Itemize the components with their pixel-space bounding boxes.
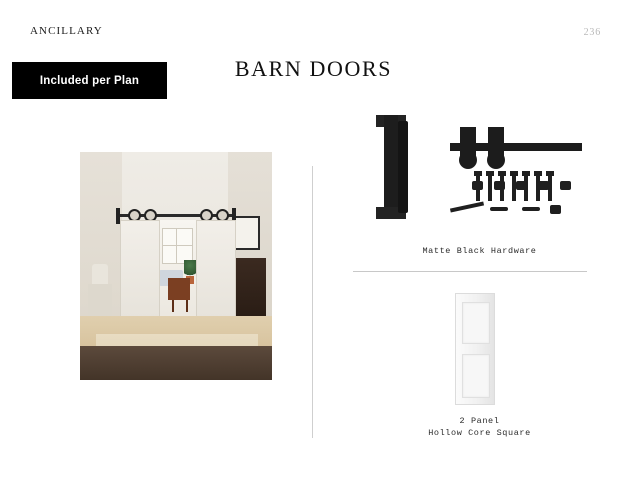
spacer-part bbox=[516, 181, 527, 190]
hardware-caption: Matte Black Hardware bbox=[422, 246, 537, 256]
page-title: BARN DOORS bbox=[234, 56, 393, 81]
barn-door-room-photo bbox=[80, 152, 272, 380]
door-panel-lower bbox=[462, 354, 490, 398]
bolt-head bbox=[522, 171, 530, 176]
door-caption-line2: Hollow Core Square bbox=[428, 428, 531, 438]
photo-wood-floor bbox=[80, 346, 272, 380]
handle-plate bbox=[384, 115, 398, 219]
bolt-head bbox=[474, 171, 482, 176]
barn-door-hardware-kit-icon bbox=[372, 115, 587, 235]
photo-lamp bbox=[92, 264, 108, 286]
photo-barn-door-left bbox=[120, 220, 160, 318]
photo-side-table bbox=[88, 284, 112, 316]
bolt-head bbox=[534, 171, 542, 176]
status-badge bbox=[12, 62, 167, 99]
two-panel-door-icon bbox=[455, 293, 495, 405]
screw-part bbox=[522, 207, 540, 211]
bolt bbox=[488, 175, 492, 201]
door-caption-line1: 2 Panel bbox=[459, 416, 500, 426]
bolt-head bbox=[486, 171, 494, 176]
spacer-part bbox=[560, 181, 571, 190]
section-label: ANCILLARY bbox=[30, 25, 103, 37]
floor-guide-part bbox=[550, 205, 561, 214]
spacer-part bbox=[494, 181, 505, 190]
photo-chair-leg bbox=[186, 300, 188, 312]
spacer-part bbox=[472, 181, 483, 190]
vertical-divider bbox=[312, 166, 313, 438]
bolt-head bbox=[546, 171, 554, 176]
photo-cabinet bbox=[232, 258, 266, 316]
photo-chair-leg bbox=[172, 300, 174, 312]
roller-wheel bbox=[459, 151, 477, 169]
wrench-tool bbox=[450, 202, 484, 213]
roller-wheel bbox=[487, 151, 505, 169]
bolt-head bbox=[510, 171, 518, 176]
screw-part bbox=[490, 207, 508, 211]
photo-chair bbox=[168, 278, 190, 300]
photo-barn-door-right bbox=[196, 220, 236, 318]
page-number: 236 bbox=[583, 27, 601, 38]
door-caption bbox=[372, 415, 587, 439]
handle-grip bbox=[398, 121, 408, 213]
status-badge-label: Included per Plan bbox=[39, 74, 140, 87]
spacer-part bbox=[538, 181, 549, 190]
door-panel-upper bbox=[462, 302, 490, 344]
horizontal-divider bbox=[353, 271, 587, 272]
bolt-head bbox=[498, 171, 506, 176]
photo-wall-art bbox=[234, 216, 260, 250]
photo-window bbox=[162, 228, 193, 264]
